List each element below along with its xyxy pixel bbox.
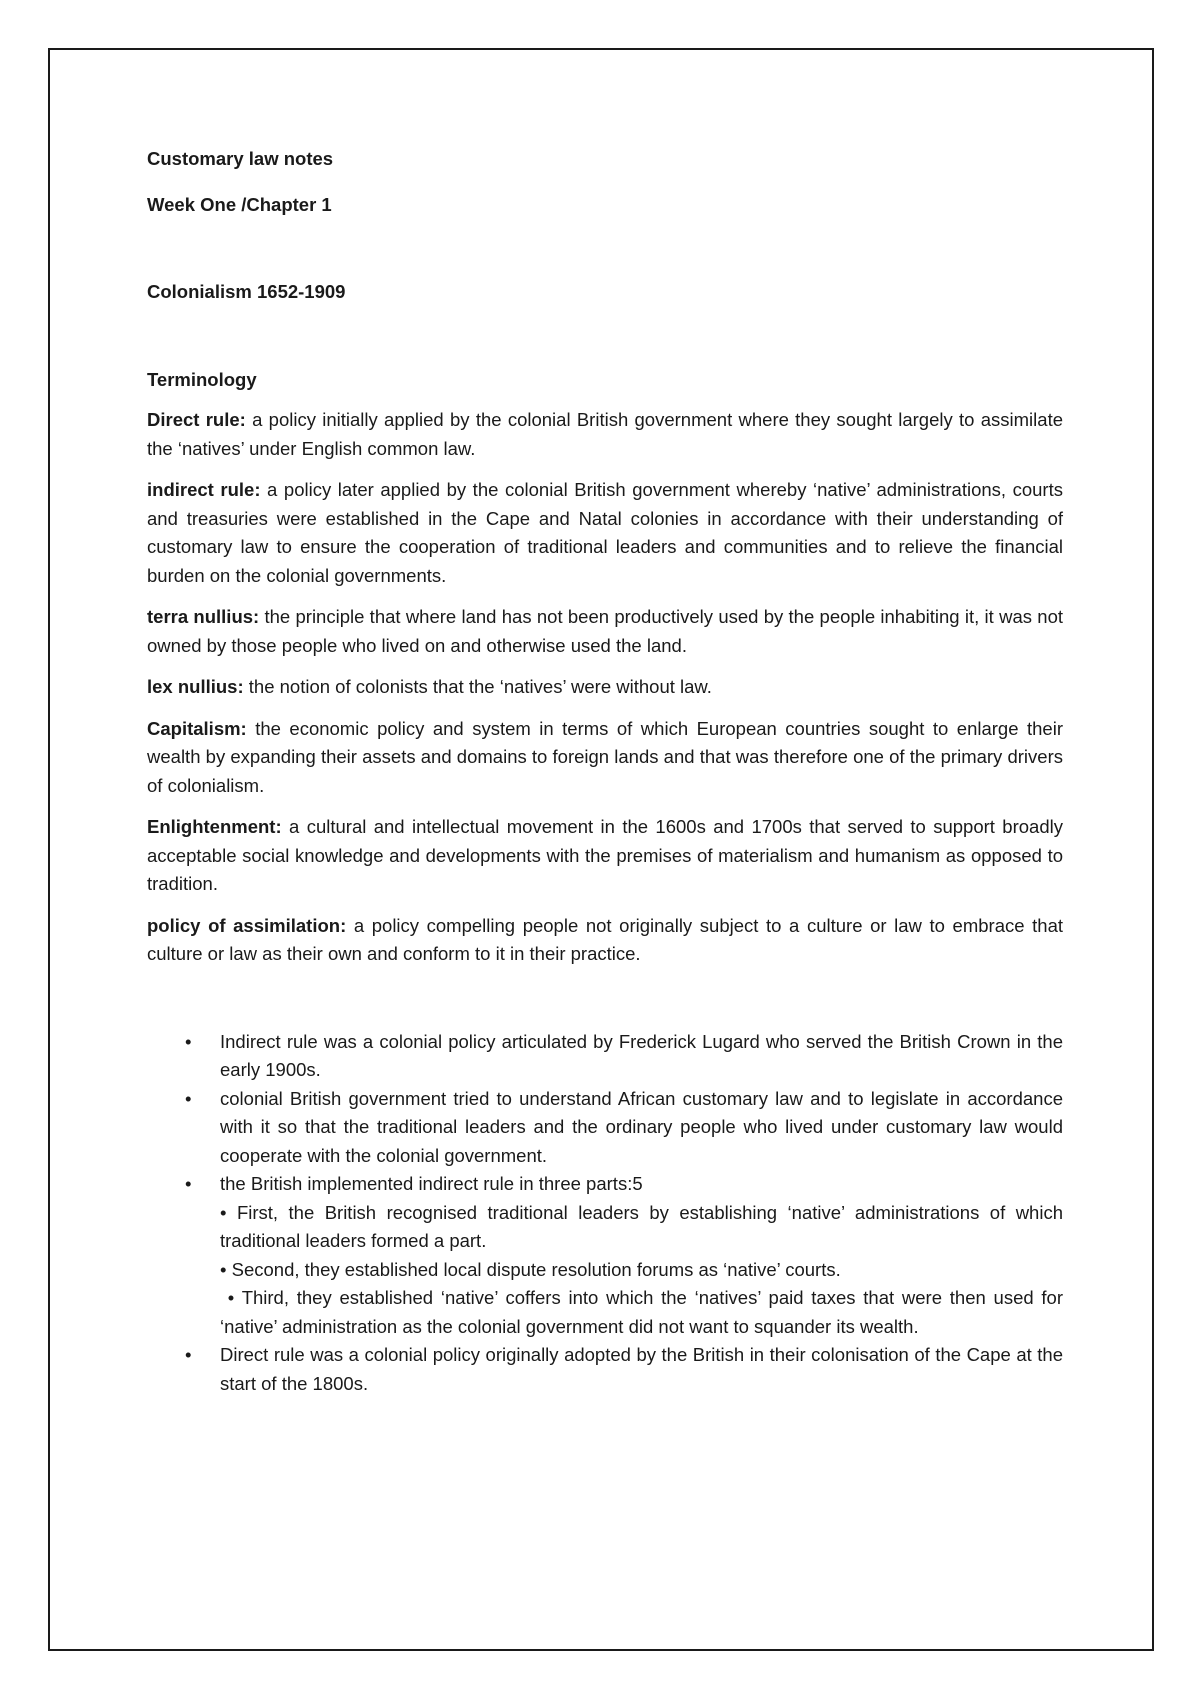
document-title: Customary law notes <box>147 148 334 169</box>
bullet-dot: • <box>185 1087 192 1109</box>
sub-item-third: • Third, they established ‘native’ coffers into which the ‘natives’ paid taxes that were then used for ‘native’ administration as the colonial government did not want to squander its wealth. <box>220 1287 1069 1337</box>
definition-indirect-rule <box>147 476 1063 590</box>
bullet-item <box>147 1028 1063 1085</box>
definition-term: Capitalism: <box>147 717 247 739</box>
definition-term: terra nullius: <box>147 606 260 627</box>
definition-text: the principle that where land has not been productively used by the people inhabiting it, it was not owned by those people who lived on and otherwise used the land. <box>147 606 1063 656</box>
definition-text: a policy later applied by the colonial British government whereby ‘native’ administrations, courts and treasuries were established in the Cape and Natal colonies in accordance with their understanding of customary law to ensure the cooperation of traditional leaders and communities and to relieve the financial burden on the colonial governments. <box>147 479 1063 586</box>
definition-term: Direct rule: <box>147 409 246 430</box>
bullet-dot: • <box>185 1173 192 1194</box>
sub-item-second: • Second, they established local dispute resolution forums as ‘native’ courts. <box>220 1258 841 1280</box>
definition-text: a policy compelling people not originally subject to a culture or law to embrace that culture or law as their own and conform to it in their practice. <box>147 914 1063 964</box>
definition-direct-rule <box>147 406 1063 463</box>
sub-item-first: • First, the British recognised traditional leaders by establishing ‘native’ administrations of which traditional leaders formed a part. <box>220 1201 1063 1251</box>
definition-capitalism <box>147 715 1063 801</box>
definition-text: a cultural and intellectual movement in the 1600s and 1700s that served to support broadly acceptable social knowledge and developments with the premises of materialism and humanism as opposed to tradition. <box>147 816 1063 894</box>
definition-term: Enlightenment: <box>147 816 282 837</box>
terminology-heading: Terminology <box>147 368 257 390</box>
definition-policy-of-assimilation <box>147 912 1063 969</box>
bullet-item <box>147 1341 1063 1398</box>
bullet-dot: • <box>185 1344 192 1365</box>
definition-enlightenment <box>147 813 1063 899</box>
bullet-list <box>147 1028 1069 1399</box>
document-subtitle: Week One /Chapter 1 <box>147 193 332 215</box>
bullet-item <box>147 1085 1063 1171</box>
bullet-dot: • <box>185 1030 192 1052</box>
bullet-text: the British implemented indirect rule in three parts:5 <box>220 1173 643 1194</box>
definition-text: the notion of colonists that the ‘natives’ were without law. <box>243 676 712 697</box>
bullet-item <box>147 1170 1069 1341</box>
definition-text: a policy initially applied by the colonial British government where they sought largely to assimilate the ‘natives’ under English common law. <box>147 409 1063 459</box>
definition-terra-nullius <box>147 603 1063 660</box>
bullet-text: colonial British government tried to understand African customary law and to legislate in accordance with it so that the traditional leaders and the ordinary people who lived under customary law would cooperate with the colonial government. <box>220 1087 1063 1166</box>
definition-term: indirect rule: <box>147 479 261 500</box>
document-body <box>147 145 1069 1398</box>
definition-lex-nullius <box>147 673 1063 702</box>
section-heading: Colonialism 1652-1909 <box>147 281 346 302</box>
definition-term: policy of assimilation: <box>147 914 347 936</box>
bullet-text: Indirect rule was a colonial policy articulated by Frederick Lugard who served the British Crown in the early 1900s. <box>220 1030 1063 1080</box>
bullet-text: Direct rule was a colonial policy originally adopted by the British in their colonisation of the Cape at the start of the 1800s. <box>220 1344 1063 1394</box>
definition-text: the economic policy and system in terms of which European countries sought to enlarge their wealth by expanding their assets and domains to foreign lands and that was therefore one of the primary drivers of colonialism. <box>147 717 1063 796</box>
definition-term: lex nullius: <box>147 676 244 697</box>
